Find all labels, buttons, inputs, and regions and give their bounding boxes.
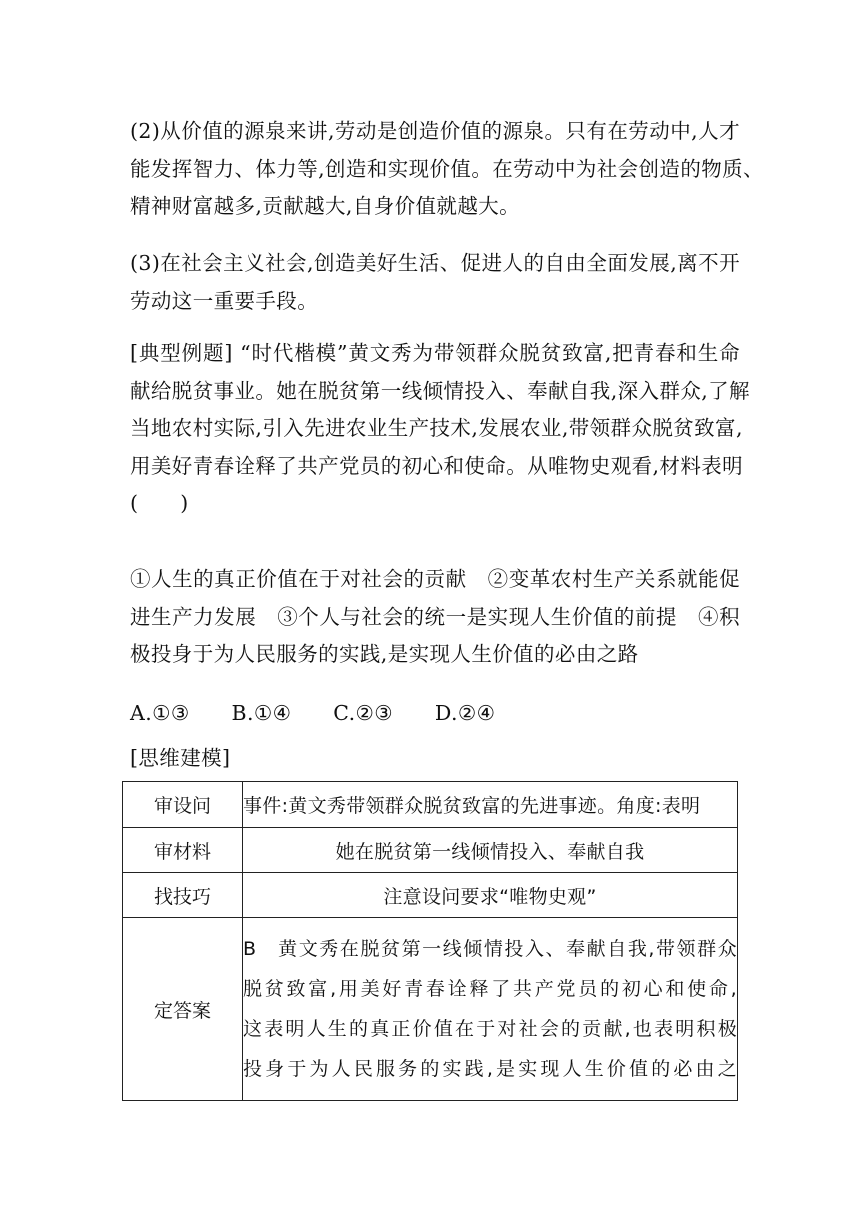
thinking-model-table bbox=[122, 781, 738, 1101]
row-value: 她在脱贫第一线倾情投入、奉献自我 bbox=[243, 828, 738, 873]
answer-cell bbox=[243, 918, 738, 1101]
answer-line: 这表明人生的真正价值在于对社会的贡献,也表明积极 bbox=[243, 1018, 737, 1040]
row-label: 找技巧 bbox=[123, 873, 243, 918]
table-row bbox=[123, 873, 738, 918]
statement-line: 进生产力发展 ③个人与社会的统一是实现人生价值的前提 ④积 bbox=[130, 604, 740, 629]
example-question bbox=[130, 335, 750, 523]
text-line: 精神财富越多,贡献越大,自身价值就越大。 bbox=[130, 194, 521, 218]
model-heading-block bbox=[130, 740, 740, 778]
model-heading: [思维建模] bbox=[130, 746, 231, 770]
paragraph-socialism bbox=[130, 245, 740, 320]
table-row bbox=[123, 782, 738, 828]
statements bbox=[130, 561, 740, 674]
options-line: A.①③ B.①④ C.②③ D.②④ bbox=[130, 701, 496, 725]
statement-line: ①人生的真正价值在于对社会的贡献 ②变革农村生产关系就能促 bbox=[130, 567, 740, 591]
table-row bbox=[123, 918, 738, 1101]
text-line: 劳动这一重要手段。 bbox=[130, 288, 319, 313]
answer-options bbox=[130, 695, 740, 733]
paragraph-value-source bbox=[130, 113, 764, 226]
text-line: (2)从价值的源泉来讲,劳动是创造价值的源泉。只有在劳动中,人才 bbox=[130, 119, 740, 143]
text-line: 当地农村实际,引入先进农业生产技术,发展农业,带领群众脱贫致富, bbox=[130, 416, 743, 440]
text-line: 用美好青春诠释了共产党员的初心和使命。从唯物史观看,材料表明 bbox=[130, 453, 744, 478]
answer-blank: ( ) bbox=[130, 491, 189, 515]
text-line: 能发挥智力、体力等,创造和实现价值。在劳动中为社会创造的物质、 bbox=[130, 156, 764, 181]
row-value: 事件:黄文秀带领群众脱贫致富的先进事迹。角度:表明 bbox=[243, 782, 738, 828]
answer-line: B 黄文秀在脱贫第一线倾情投入、奉献自我,带领群众 bbox=[243, 938, 737, 960]
row-label: 审设问 bbox=[123, 782, 243, 828]
row-label: 定答案 bbox=[123, 918, 243, 1101]
statement-line: 极投身于为人民服务的实践,是实现人生价值的必由之路 bbox=[130, 642, 639, 666]
answer-line: 投身于为人民服务的实践,是实现人生价值的必由之 bbox=[243, 1058, 737, 1080]
text-line: 献给脱贫事业。她在脱贫第一线倾情投入、奉献自我,深入群众,了解 bbox=[130, 378, 750, 403]
row-value: 注意设问要求“唯物史观” bbox=[243, 873, 738, 918]
text-line: (3)在社会主义社会,创造美好生活、促进人的自由全面发展,离不开 bbox=[130, 251, 740, 275]
text-line: [典型例题] “时代楷模”黄文秀为带领群众脱贫致富,把青春和生命 bbox=[130, 341, 740, 365]
answer-line: 脱贫致富,用美好青春诠释了共产党员的初心和使命, bbox=[243, 978, 737, 1000]
table-row bbox=[123, 828, 738, 873]
row-label: 审材料 bbox=[123, 828, 243, 873]
